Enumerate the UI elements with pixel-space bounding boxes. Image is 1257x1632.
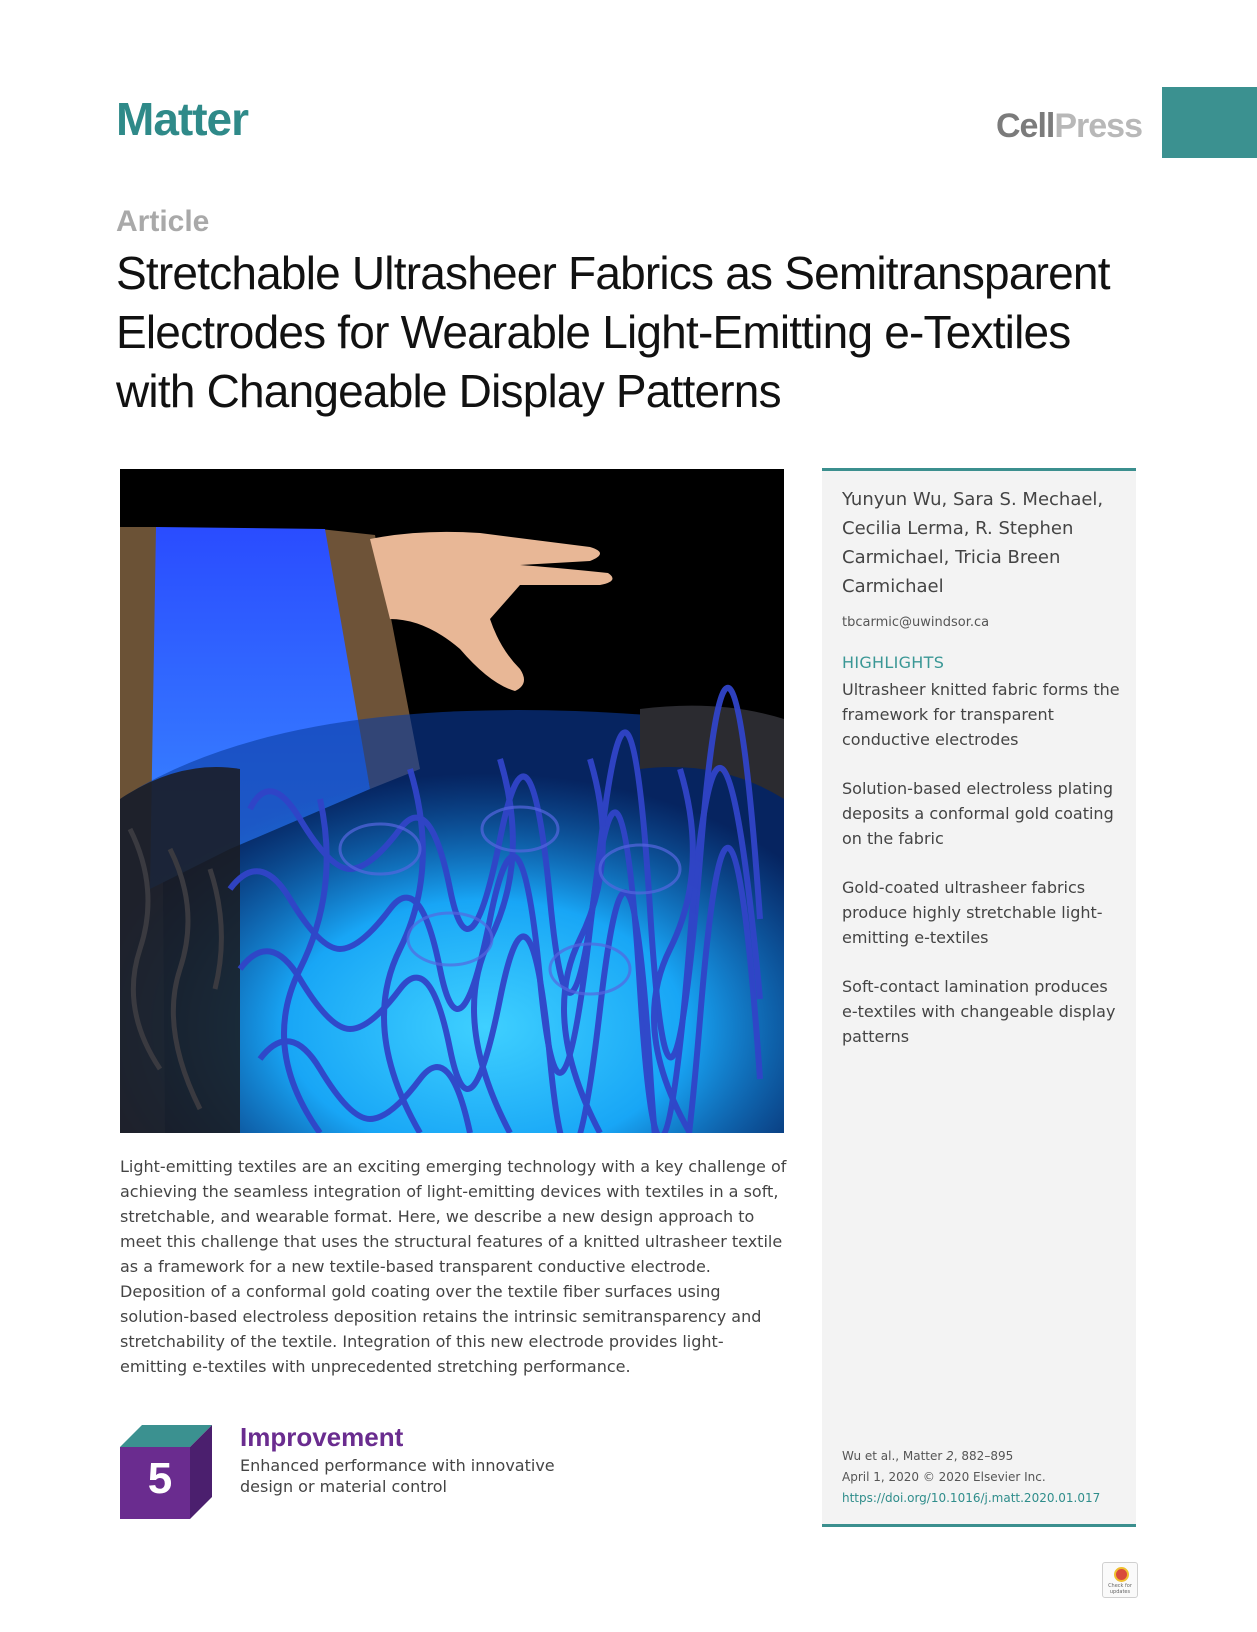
- article-title: Stretchable Ultrasheer Fabrics as Semitransparent Electrodes for Wearable Light-Emitting e-Textiles with Changeable Display Patterns: [116, 247, 1110, 417]
- graphical-abstract-illustration: [120, 469, 784, 1133]
- publisher-logo: [996, 107, 1142, 146]
- citation-pages: , 882–895: [953, 1449, 1014, 1463]
- highlight-item: Ultrasheer knitted fabric forms the framework for transparent conductive electrodes: [842, 680, 1120, 749]
- sidebar-panel: [822, 468, 1136, 1527]
- highlight-item: Soft-contact lamination produces e-textiles with changeable display patterns: [842, 977, 1116, 1046]
- improvement-badge-icon: [120, 1425, 216, 1521]
- article-type-label: Article: [116, 205, 210, 238]
- improvement-title: Improvement: [240, 1422, 404, 1452]
- citation-line: [842, 1446, 1100, 1467]
- corresponding-email[interactable]: tbcarmic@uwindsor.ca: [842, 615, 990, 630]
- author-list: Yunyun Wu, Sara S. Mechael, Cecilia Lerma, R. Stephen Carmichael, Tricia Breen Carmichael: [842, 489, 1104, 597]
- highlight-item: Solution-based electroless plating deposits a conformal gold coating on the fabric: [842, 779, 1114, 848]
- highlights-list: [842, 677, 1127, 1073]
- journal-logo: Matter: [116, 93, 249, 145]
- corner-color-tab: [1162, 87, 1257, 158]
- highlights-heading: HIGHLIGHTS: [842, 653, 945, 672]
- improvement-description: Enhanced performance with innovative design or material control: [240, 1456, 555, 1496]
- graphical-abstract-image: [120, 469, 784, 1133]
- improvement-number: 5: [147, 1454, 173, 1503]
- abstract-text: Light-emitting textiles are an exciting emerging technology with a key challenge of achieving the seamless integration of light-emitting devices with textiles in a soft, stretchable, and wearable format. Here, we describe a new design approach to meet this challenge that uses the structural features of a knitted ultrasheer textile as a framework for a new textile-based transparent conductive electrode. Deposition of a conformal gold coating over the textile fiber surfaces using solution-based electroless deposition retains the intrinsic semitransparency and stretchability of the textile. Integration of this new electrode provides light-emitting e-textiles with unprecedented stretching performance.: [120, 1157, 787, 1376]
- citation-block: [842, 1446, 1100, 1509]
- citation-journal: Wu et al., Matter: [842, 1449, 947, 1463]
- check-updates-icon: [1114, 1567, 1129, 1582]
- publisher-logo-part2: Press: [1054, 107, 1142, 145]
- publisher-logo-part1: Cell: [996, 107, 1055, 145]
- check-for-updates-badge[interactable]: [1102, 1562, 1138, 1598]
- highlight-item: Gold-coated ultrasheer fabrics produce highly stretchable light-emitting e-textiles: [842, 878, 1103, 947]
- doi-link[interactable]: https://doi.org/10.1016/j.matt.2020.01.017: [842, 1491, 1101, 1505]
- check-updates-label: Check for updates: [1108, 1583, 1132, 1595]
- citation-date: April 1, 2020 © 2020 Elsevier Inc.: [842, 1470, 1046, 1484]
- citation-volume: 2: [946, 1449, 954, 1463]
